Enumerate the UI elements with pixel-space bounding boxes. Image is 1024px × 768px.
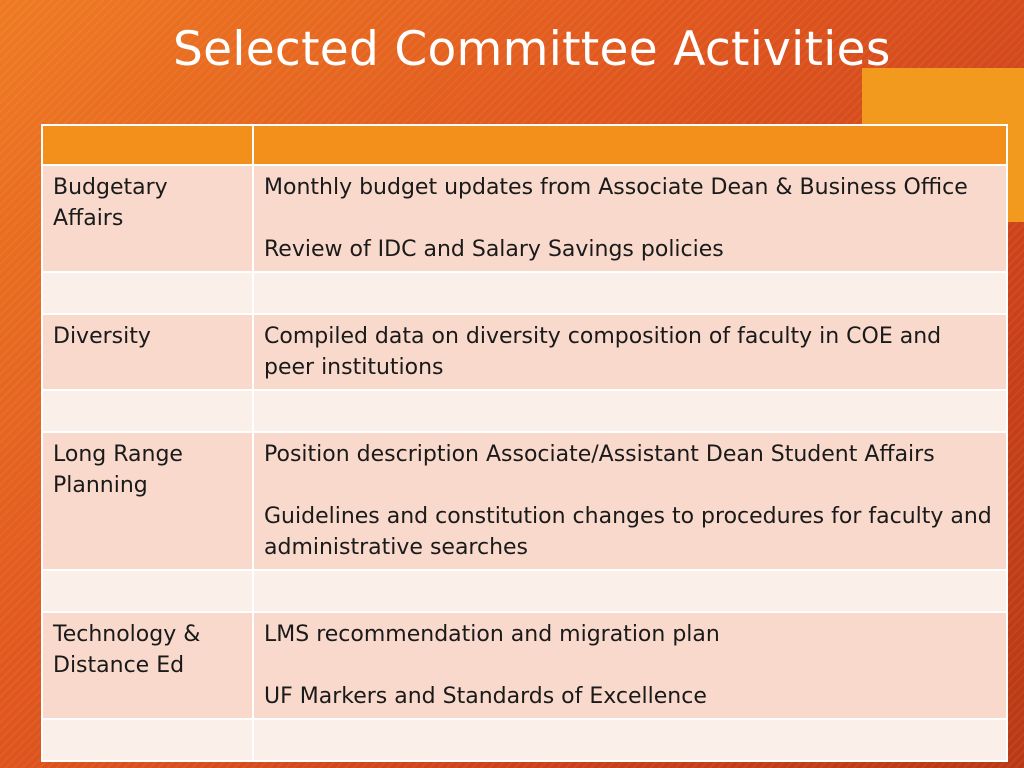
activity-item: LMS recommendation and migration plan	[264, 622, 720, 647]
committee-activities-table	[41, 124, 1008, 762]
table-row	[42, 165, 1007, 272]
activity-item: Position description Associate/Assistant Dean Student Affairs	[264, 442, 935, 467]
activities-cell	[253, 612, 1007, 719]
committee-cell: Long Range Planning	[42, 432, 253, 570]
activities-cell	[253, 432, 1007, 570]
activity-item: Monthly budget updates from Associate Dean & Business Office	[264, 175, 968, 200]
spacer-row	[42, 272, 1007, 314]
header-cell-activities	[253, 125, 1007, 165]
committee-cell: Budgetary Affairs	[42, 165, 253, 272]
spacer-row	[42, 570, 1007, 612]
activity-item: UF Markers and Standards of Excellence	[264, 684, 707, 709]
activity-item: Review of IDC and Salary Savings policies	[264, 237, 724, 262]
activities-cell	[253, 314, 1007, 390]
table-header-row	[42, 125, 1007, 165]
spacer-row	[42, 719, 1007, 761]
slide-title: Selected Committee Activities	[173, 22, 891, 77]
table-row	[42, 432, 1007, 570]
activity-item: Guidelines and constitution changes to procedures for faculty and administrative searches	[264, 504, 992, 560]
table-row	[42, 612, 1007, 719]
table-row	[42, 314, 1007, 390]
committee-cell: Technology & Distance Ed	[42, 612, 253, 719]
activity-item: Compiled data on diversity composition of faculty in COE and peer institutions	[264, 324, 942, 380]
spacer-row	[42, 390, 1007, 432]
header-cell-committee	[42, 125, 253, 165]
committee-cell: Diversity	[42, 314, 253, 390]
activities-cell	[253, 165, 1007, 272]
